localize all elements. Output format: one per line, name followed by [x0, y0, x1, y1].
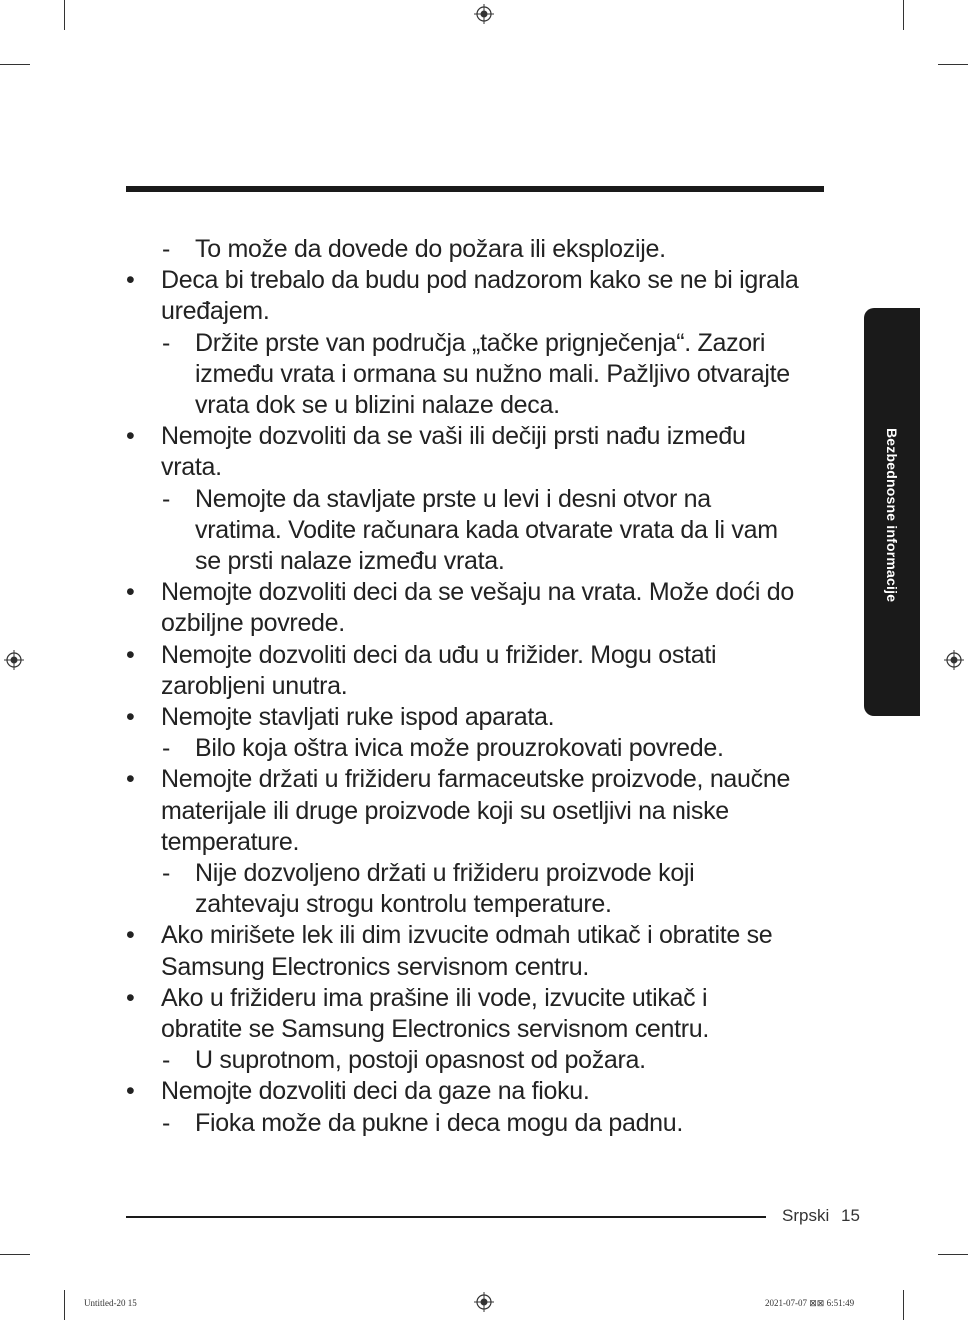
bullet-item — [126, 1076, 826, 1107]
bullet-item — [126, 640, 826, 702]
bullet-marker: • — [126, 703, 135, 732]
sub-item — [126, 733, 826, 764]
item-text: Nemojte dozvoliti deci da uđu u frižider. Mogu ostati zarobljeni unutra. — [161, 640, 717, 700]
bullet-marker: • — [126, 765, 135, 794]
dash-marker: - — [162, 235, 171, 263]
bullet-item — [126, 265, 826, 327]
bullet-item — [126, 421, 826, 483]
registration-mark-icon — [4, 650, 24, 670]
crop-mark — [64, 0, 65, 30]
item-text: Ako u frižideru ima prašine ili vode, izvucite utikač i obratite se Samsung Electronics servisnom centru. — [161, 983, 710, 1044]
bullet-marker: • — [126, 578, 135, 607]
crop-mark — [903, 0, 904, 30]
registration-mark-icon — [944, 650, 964, 670]
bullet-item — [126, 920, 826, 982]
crop-mark — [938, 1254, 968, 1255]
item-text: Držite prste van područja „tačke prignječenja“. Zazori između vrata i ormana su nužno mali. Pažljivo otvarajte vrata dok se u blizini nalaze deca. — [195, 328, 790, 420]
item-text: Nemojte držati u frižideru farmaceutske proizvode, naučne materijale ili druge proizvode koji su osetljivi na niske temperature. — [161, 765, 791, 856]
item-text: Ako mirišete lek ili dim izvucite odmah utikač i obratite se Samsung Electronics servisnom centru. — [161, 921, 773, 981]
dash-marker: - — [162, 484, 171, 513]
item-text: Nemojte dozvoliti deci da se vešaju na vrata. Može doći do ozbiljne povrede. — [161, 578, 794, 638]
bullet-marker: • — [126, 422, 135, 451]
crop-mark — [0, 64, 30, 65]
section-top-rule — [126, 186, 824, 192]
bullet-item — [126, 983, 826, 1045]
bullet-item — [126, 577, 826, 639]
bullet-marker: • — [126, 640, 135, 669]
crop-mark — [0, 1254, 30, 1255]
section-side-tab — [864, 308, 920, 716]
item-text: Nemojte da stavljate prste u levi i desni otvor na vratima. Vodite računara kada otvarate vrata da li vam se prsti nalaze između vrata. — [195, 484, 778, 576]
bullet-marker: • — [126, 1077, 135, 1106]
item-text: Nemojte stavljati ruke ispod aparata. — [161, 703, 555, 732]
dash-marker: - — [162, 859, 171, 888]
dash-marker: - — [162, 1046, 171, 1075]
registration-mark-icon — [474, 1292, 494, 1312]
item-text: Nije dozvoljeno držati u frižideru proizvode koji zahtevaju strogu kontrolu temperature. — [195, 859, 695, 919]
print-slug-right: 2021-07-07 ⊠⊠ 6:51:49 — [765, 1298, 855, 1308]
dash-marker: - — [162, 734, 171, 763]
crop-mark — [938, 64, 968, 65]
footer-language: Srpski — [782, 1206, 830, 1225]
sub-item — [126, 858, 826, 920]
sub-item — [126, 1045, 826, 1076]
footer-rule — [126, 1216, 766, 1218]
crop-mark — [64, 1290, 65, 1320]
page-number: 15 — [841, 1206, 860, 1225]
bullet-marker: • — [126, 983, 135, 1012]
item-text: Nemojte dozvoliti deci da gaze na fioku. — [161, 1077, 590, 1106]
sub-item — [126, 234, 826, 265]
item-text: Deca bi trebalo da budu pod nadzorom kako se ne bi igrala uređajem. — [161, 266, 799, 326]
item-text: To može da dovede do požara ili eksplozije. — [195, 235, 666, 263]
bullet-item — [126, 764, 826, 858]
sub-item — [126, 328, 826, 422]
registration-mark-icon — [474, 4, 494, 24]
sub-item — [126, 1108, 826, 1139]
item-text: Fioka može da pukne i deca mogu da padnu. — [195, 1108, 684, 1137]
bullet-marker: • — [126, 266, 135, 295]
safety-instructions-list — [126, 234, 826, 1139]
item-text: Nemojte dozvoliti da se vaši ili dečiji prsti nađu između vrata. — [161, 422, 746, 482]
bullet-item — [126, 702, 826, 733]
section-side-tab-label: Bezbednosne informacije — [884, 428, 900, 603]
crop-mark — [903, 1290, 904, 1320]
bullet-marker: • — [126, 921, 135, 950]
item-text: Bilo koja oštra ivica može prouzrokovati povrede. — [195, 734, 724, 763]
dash-marker: - — [162, 1108, 171, 1137]
sub-item — [126, 484, 826, 578]
print-slug-left: Untitled-20 15 — [84, 1298, 137, 1308]
item-text: U suprotnom, postoji opasnost od požara. — [195, 1046, 646, 1075]
dash-marker: - — [162, 328, 171, 357]
